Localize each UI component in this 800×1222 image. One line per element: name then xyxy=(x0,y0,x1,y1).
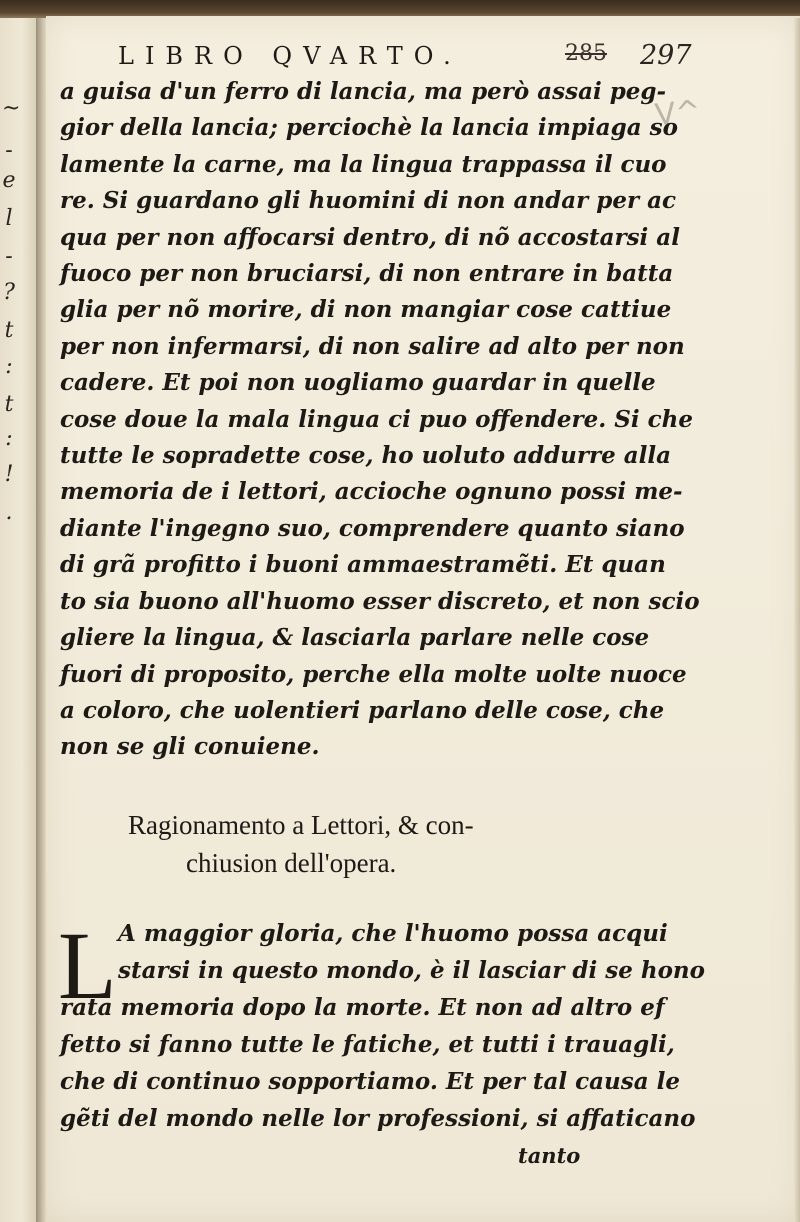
text-line: fuori di proposito, perche ella molte uolte nuoce xyxy=(60,660,687,688)
text-line: qua per non affocarsi dentro, di nõ accostarsi al xyxy=(60,223,680,251)
previous-page-edge xyxy=(0,18,38,1222)
catchword: tanto xyxy=(518,1143,581,1168)
old-page-number: 285 xyxy=(565,41,607,66)
text-line: di grã profitto i buoni ammaestramẽti. Et quan xyxy=(60,551,666,579)
page-number: 297 xyxy=(640,40,692,71)
text-line: A maggior gloria, che l'huomo possa acqui xyxy=(118,920,668,947)
text-line: gliere la lingua, & lasciarla parlare nelle cose xyxy=(60,624,650,652)
text-line: rata memoria dopo la morte. Et non ad altro ef xyxy=(60,994,665,1021)
text-line: diante l'ingegno suo, comprendere quanto siano xyxy=(60,514,685,542)
section-heading xyxy=(128,806,588,882)
left-page-glyph: : xyxy=(5,354,13,379)
text-line: non se gli conuiene. xyxy=(60,733,320,761)
pencil-mark: V^ xyxy=(653,93,703,134)
text-line: lamente la carne, ma la lingua trappassa il cuo xyxy=(60,150,667,178)
left-page-glyph: l xyxy=(5,206,13,231)
text-line: a coloro, che uolentieri parlano delle cose, che xyxy=(60,696,665,724)
left-page-glyph: - xyxy=(5,244,13,269)
heading-line: chiusion dell'opera. xyxy=(186,848,397,878)
left-page-glyph: . xyxy=(5,500,13,525)
left-page-glyph: t xyxy=(4,318,14,343)
text-line: cadere. Et poi non uogliamo guardar in quelle xyxy=(60,369,656,397)
left-page-glyph: ~ xyxy=(2,96,21,121)
closing-paragraph xyxy=(58,912,705,1137)
left-page-glyph: t xyxy=(4,392,14,417)
text-line: gẽti del mondo nelle lor professioni, si affaticano xyxy=(60,1105,696,1132)
text-line: a guisa d'un ferro di lancia, ma però assai peg- xyxy=(60,78,667,105)
left-page-glyph: ! xyxy=(4,462,14,487)
text-line: cose doue la mala lingua ci puo offendere. Si che xyxy=(60,405,693,433)
left-page-glyph: e xyxy=(2,168,16,193)
text-line: che di continuo sopportiamo. Et per tal causa le xyxy=(60,1068,681,1095)
text-line: starsi in questo mondo, è il lasciar di se hono xyxy=(118,957,705,984)
text-line: memoria de i lettori, accioche ognuno possi me- xyxy=(60,478,683,506)
left-page-glyph: ? xyxy=(3,280,15,305)
text-line: fuoco per non bruciarsi, di non entrare in batta xyxy=(60,260,674,288)
text-line: tutte le sopradette cose, ho uoluto addurre alla xyxy=(60,442,672,470)
text-line: gior della lancia; perciochè la lancia impiaga so xyxy=(60,114,678,142)
text-line: to sia buono all'huomo esser discreto, et non scio xyxy=(60,587,700,615)
text-line: fetto si fanno tutte le fatiche, et tutti i trauagli, xyxy=(60,1031,675,1058)
body-paragraph xyxy=(60,74,700,766)
drop-cap: L xyxy=(58,912,117,1019)
text-line: re. Si guardano gli huomini di non andar per ac xyxy=(60,187,676,215)
heading-line: Ragionamento a Lettori, & con- xyxy=(128,810,474,840)
text-line: per non infermarsi, di non salire ad alto per non xyxy=(60,332,685,360)
page-right-edge xyxy=(794,18,800,1222)
left-page-glyph: - xyxy=(5,138,13,163)
running-head: LIBRO QVARTO. xyxy=(118,42,462,70)
text-line: glia per nõ morire, di non mangiar cose cattiue xyxy=(60,296,672,324)
left-page-glyph: : xyxy=(5,426,13,451)
